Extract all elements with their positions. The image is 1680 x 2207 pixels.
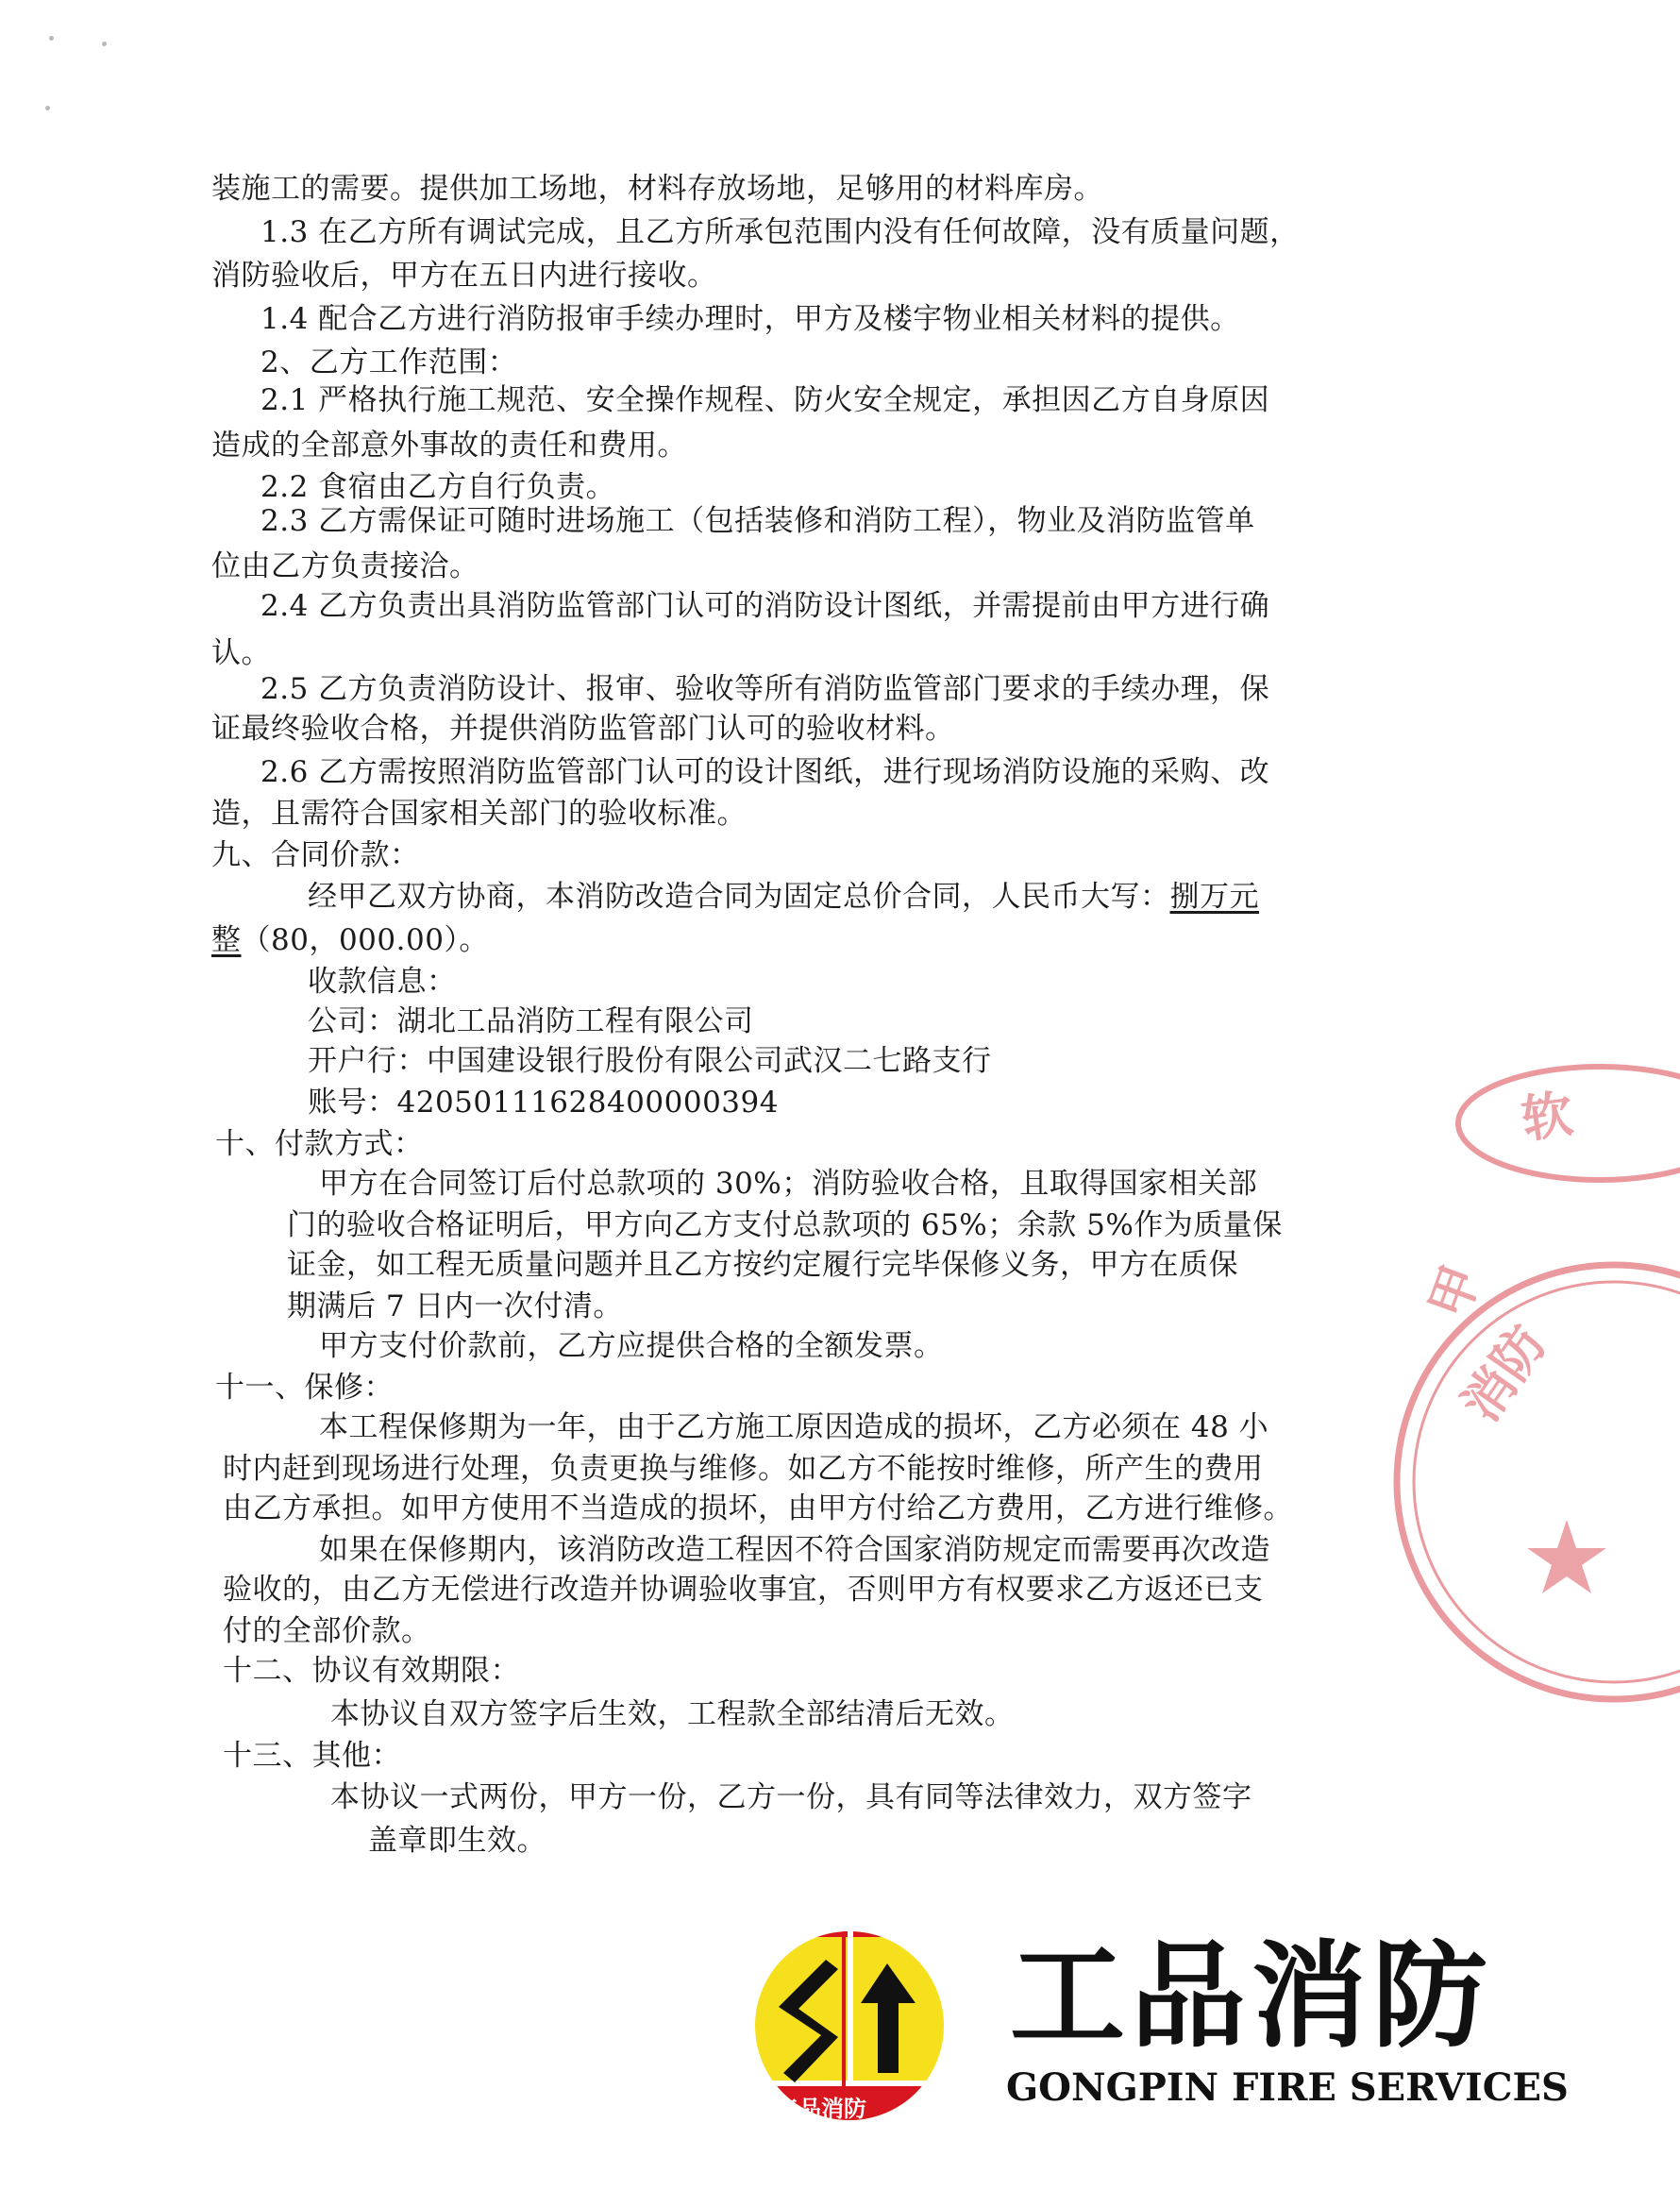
logo-name: 工品消防 xyxy=(1010,1929,1493,2064)
text-line: 认。 xyxy=(211,636,271,670)
text-line: 由乙方承担。如甲方使用不当造成的损坏，由甲方付给乙方费用，乙方进行维修。 xyxy=(223,1491,1293,1525)
text-line: 证金，如工程无质量问题并且乙方按约定履行完毕保修义务，甲方在质保 xyxy=(287,1248,1238,1282)
text-line: 甲方在合同签订后付总款项的 30%；消防验收合格，且取得国家相关部 xyxy=(319,1167,1258,1201)
section-heading: 十二、协议有效期限： xyxy=(223,1654,520,1688)
logo-english-name: GONGPIN FIRE SERVICES xyxy=(1006,2065,1569,2110)
scan-speck xyxy=(49,36,54,41)
text-line xyxy=(211,921,489,959)
section-heading: 十三、其他： xyxy=(223,1739,401,1773)
text-line xyxy=(308,878,1259,916)
section-heading: 十、付款方式： xyxy=(215,1127,424,1161)
text-line: 账号：42050111628400000394 xyxy=(308,1086,779,1120)
text-line: 付的全部价款。 xyxy=(223,1614,431,1648)
text-line: 期满后 7 日内一次付清。 xyxy=(287,1289,623,1323)
logo-badge-text: 工品消防 xyxy=(776,2096,866,2122)
text-line: 造成的全部意外事故的责任和费用。 xyxy=(211,429,687,463)
text-line: 2.3 乙方需保证可随时进场施工（包括装修和消防工程），物业及消防监管单 xyxy=(260,504,1255,538)
text-line: 时内赶到现场进行处理，负责更换与维修。如乙方不能按时维修，所产生的费用 xyxy=(223,1452,1264,1486)
text-line: 2.6 乙方需按照消防监管部门认可的设计图纸，进行现场消防设施的采购、改 xyxy=(260,755,1270,789)
text-line: 装施工的需要。提供加工场地，材料存放场地，足够用的材料库房。 xyxy=(211,172,1103,206)
svg-text:软: 软 xyxy=(1517,1082,1577,1150)
amount-in-words: 捌万元 xyxy=(1169,880,1259,914)
text-line: 消防验收后，甲方在五日内进行接收。 xyxy=(211,259,717,293)
text-line: 本协议自双方签字后生效，工程款全部结清后无效。 xyxy=(330,1697,1015,1731)
scan-speck xyxy=(102,42,107,46)
section-heading: 九、合同价款： xyxy=(211,838,420,872)
text-line: 1.3 在乙方所有调试完成，且乙方所承包范围内没有任何故障，没有质量问题， xyxy=(260,215,1300,249)
scan-speck xyxy=(45,106,50,110)
text-line: 门的验收合格证明后，甲方向乙方支付总款项的 65%；余款 5%作为质量保 xyxy=(287,1208,1283,1242)
svg-text:甲: 甲 xyxy=(1418,1256,1492,1326)
text-line: 收款信息： xyxy=(308,965,457,999)
text-line: 造，且需符合国家相关部门的验收标准。 xyxy=(211,797,747,831)
text-line: 开户行：中国建设银行股份有限公司武汉二七路支行 xyxy=(308,1044,992,1078)
text-line: 2.5 乙方负责消防设计、报审、验收等所有消防监管部门要求的手续办理，保 xyxy=(260,672,1270,706)
text-line: 盖章即生效。 xyxy=(368,1824,546,1858)
text-line: 公司：湖北工品消防工程有限公司 xyxy=(308,1004,754,1038)
svg-text:消防: 消防 xyxy=(1450,1314,1558,1433)
text-line: 2.1 严格执行施工规范、安全操作规程、防火安全规定，承担因乙方自身原因 xyxy=(260,383,1270,417)
text-line: 本协议一式两份，甲方一份，乙方一份，具有同等法律效力，双方签字 xyxy=(330,1780,1252,1814)
text-line: 证最终验收合格，并提供消防监管部门认可的验收材料。 xyxy=(211,712,955,746)
text-line: 本工程保修期为一年，由于乙方施工原因造成的损坏，乙方必须在 48 小 xyxy=(319,1410,1269,1444)
text-line: 2、乙方工作范围： xyxy=(260,345,518,379)
text-line: 如果在保修期内，该消防改造工程因不符合国家消防规定而需要再次改造 xyxy=(319,1533,1270,1567)
text-line: 位由乙方负责接洽。 xyxy=(211,549,479,583)
text-span: 经甲乙双方协商，本消防改造合同为固定总价合同，人民币大写： xyxy=(308,880,1170,914)
text-line: 1.4 配合乙方进行消防报审手续办理时，甲方及楼宇物业相关材料的提供。 xyxy=(260,302,1240,336)
text-line: 甲方支付价款前，乙方应提供合格的全额发票。 xyxy=(319,1329,944,1363)
amount-in-words: 整 xyxy=(211,923,242,957)
section-heading: 十一、保修： xyxy=(215,1371,394,1405)
company-seal-icon xyxy=(1418,1048,1680,1709)
text-line: 2.2 食宿由乙方自行负责。 xyxy=(260,470,616,504)
amount-figures: （80，000.00）。 xyxy=(241,923,489,957)
text-line: 验收的，由乙方无偿进行改造并协调验收事宜，否则甲方有权要求乙方返还已支 xyxy=(223,1573,1264,1607)
text-line: 2.4 乙方负责出具消防监管部门认可的消防设计图纸，并需提前由甲方进行确 xyxy=(260,589,1270,623)
